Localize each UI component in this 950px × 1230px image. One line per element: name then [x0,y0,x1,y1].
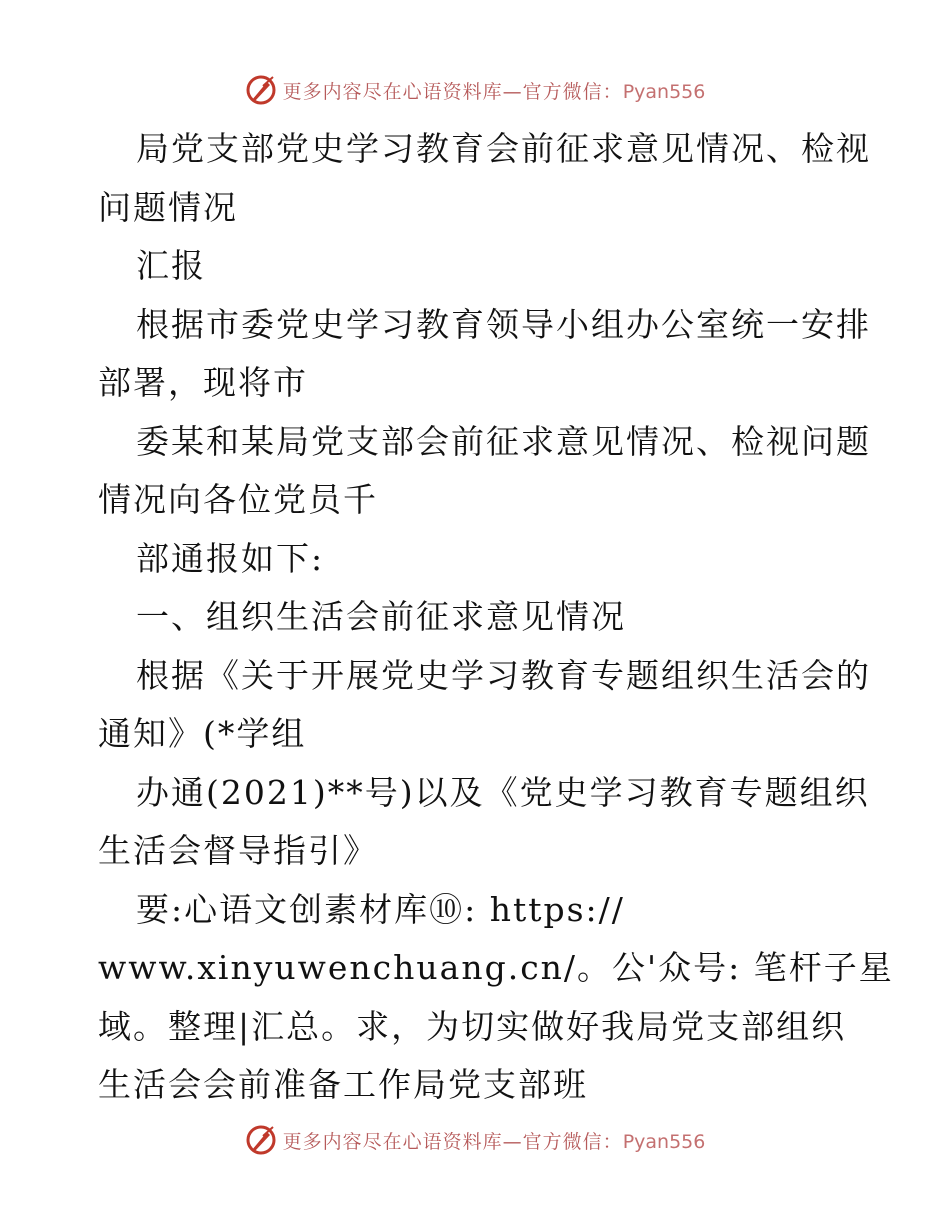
watermark-wechat-id: Pyan556 [622,1130,706,1153]
paragraph-line: 委某和某局党支部会前征求意见情况、检视问题 [136,421,871,461]
section-heading: 一、组织生活会前征求意见情况 [136,597,626,636]
quill-logo-icon [245,74,277,106]
paragraph-line: 域。整理|汇总。求，为切实做好我局党支部组织 [98,1006,847,1046]
watermark-dash: — [502,1130,523,1153]
footer-watermark-banner [0,1120,950,1160]
paragraph-line: 根据《关于开展党史学习教育专题组织生活会的 [136,655,871,695]
watermark-main-text: 更多内容尽在心语资料库 [282,80,503,103]
watermark-text [283,77,706,104]
document-body [98,120,894,1115]
paragraph-line: 生活会督导指引》 [98,831,378,870]
watermark-wechat-label: 官方微信： [522,80,623,103]
watermark-main-text: 更多内容尽在心语资料库 [282,1130,503,1153]
paragraph-line: 办通(2021)**号)以及《党史学习教育专题组织 [136,772,870,812]
watermark-dash: — [502,80,523,103]
paragraph-line: 通知》(*学组 [98,714,307,753]
watermark-text [283,1127,706,1154]
paragraph-line: 根据市委党史学习教育领导小组办公室统一安排 [136,304,871,344]
title-line-2: 问题情况 [98,187,238,227]
paragraph-line: 生活会会前准备工作局党支部班 [98,1065,588,1104]
header-watermark-banner [0,70,950,110]
paragraph-line: 情况向各位党员千 [98,480,378,519]
watermark-wechat-id: Pyan556 [622,80,706,103]
paragraph-line: 要:心语文创素材库⑩: https:// [136,889,625,929]
watermark-wechat-label: 官方微信： [522,1130,623,1153]
title-line-1: 局党支部党史学习教育会前征求意见情况、检视 [136,129,871,168]
paragraph-line: 部署，现将市 [98,363,308,402]
paragraph-line: www.xinyuwenchuang.cn/。公'众号: 笔杆子星 [98,948,894,987]
quill-logo-icon [245,1124,277,1156]
paragraph-line: 部通报如下: [136,538,325,578]
subtitle-line: 汇报 [136,246,206,285]
